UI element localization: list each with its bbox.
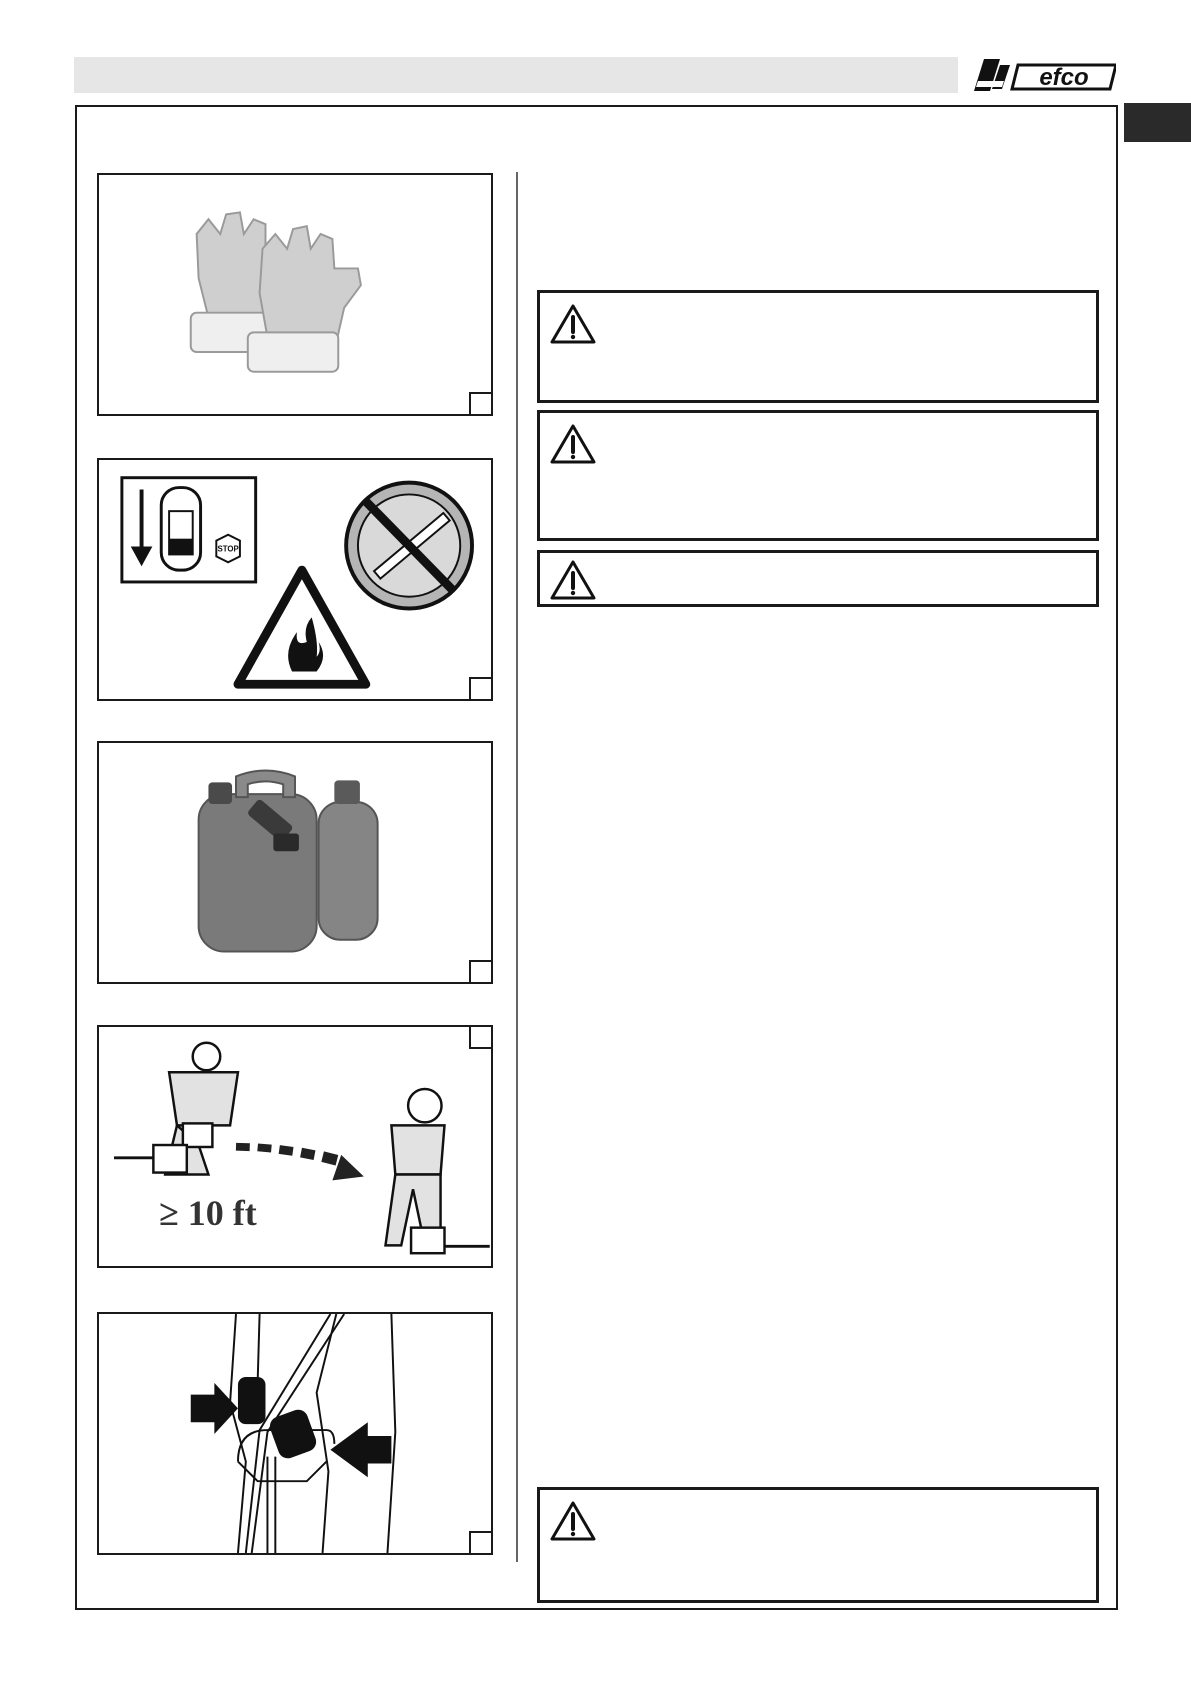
- figure-gloves: [97, 173, 493, 416]
- svg-text:efco: efco: [1039, 64, 1089, 91]
- warning-triangle-icon: [549, 1500, 597, 1542]
- distance-label: ≥ 10 ft: [159, 1193, 257, 1233]
- warning-triangle-icon: [549, 423, 597, 465]
- stop-sign-label: STOP: [217, 544, 239, 554]
- warning-box-1: [537, 290, 1099, 403]
- header-bar: [74, 57, 958, 93]
- two-hand-grip-icon: [99, 1314, 491, 1553]
- figure-distance: [97, 1025, 493, 1268]
- column-divider: [516, 172, 518, 1562]
- start-distance-icon: [99, 1027, 491, 1266]
- figure-fuel-safety: [97, 458, 493, 701]
- figure-grip: [97, 1312, 493, 1555]
- warning-triangle-icon: [549, 559, 597, 601]
- figure-fuel-can: [97, 741, 493, 984]
- gloves-icon: [99, 175, 491, 414]
- figure-number-box: [469, 1531, 493, 1555]
- warning-box-4: [537, 1487, 1099, 1603]
- warning-box-3: [537, 550, 1099, 607]
- figure-number-box: [469, 960, 493, 984]
- figure-number-box: [469, 677, 493, 701]
- section-tab: [1124, 103, 1191, 142]
- figure-number-box: [469, 1025, 493, 1049]
- warning-triangle-icon: [549, 303, 597, 345]
- figure-number-box: [469, 392, 493, 416]
- brand-logo: [970, 55, 1116, 95]
- fuel-can-icon: [99, 743, 491, 982]
- warning-box-2: [537, 410, 1099, 541]
- fuel-safety-icon: [99, 460, 491, 699]
